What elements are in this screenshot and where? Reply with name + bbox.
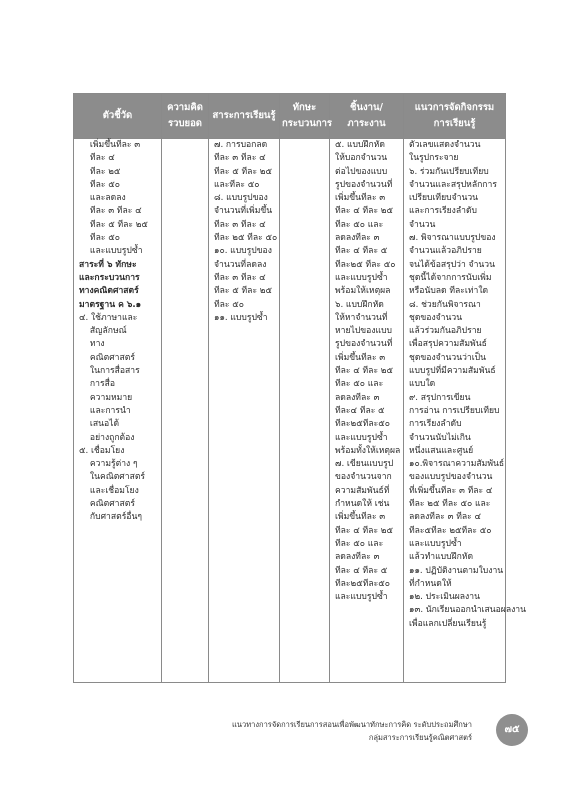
activity-line: จำนวนและสรุปหลักการ [409,179,497,190]
indicator-line: ทางคณิตศาสตร์ [79,286,139,297]
task-line: ความสัมพันธ์ที่ [335,485,390,496]
page-footer [232,718,472,744]
content-line: ทีละ ๕ ทีละ ๒๕ [214,286,272,297]
indicator-line: ทีละ ๓ ทีละ ๔ [79,206,142,217]
activity-line: ๗. พิจารณาแบบรูปของ [409,233,496,244]
activity-line: และแบบรูปซ้ำ [409,538,462,549]
activity-line: หนึ่งแสนและศูนย์ [409,445,474,456]
indicator-line: ทาง [79,339,105,350]
cell-activity [404,139,526,683]
task-line: หายไปของแบบ [335,326,392,337]
task-line: ทีละ ๔ ทีละ ๒๕ [335,525,393,536]
activity-line: ตัวเลขแสดงจำนวน [409,140,481,150]
task-line: ทีละ๒๕ ทีละ ๕๐ [335,259,396,270]
activity-line: การเรียงลำดับ [409,419,462,430]
task-line: ทีละ ๕๐ และ [335,379,384,390]
indicator-line: สัญลักษณ์ [79,326,127,337]
task-line: เพิ่มขึ้นทีละ ๓ [335,193,386,204]
content-line: ทีละ ๓ ทีละ ๔ [214,272,266,283]
activity-line: ๙. สรุปการเขียน [409,392,471,403]
indicator-line: ความหมาย [79,392,133,403]
activity-line: ที่กำหนดให้ [409,578,452,589]
indicator-line: ทีละ ๔ [79,153,115,164]
table-header-row [74,94,506,139]
content-line: ๘. แบบรูปของ [214,193,268,204]
curriculum-table [73,93,526,683]
task-line: ๕. แบบฝึกหัด [335,140,385,150]
footer-subject: กลุ่มสาระการเรียนรู้คณิตศาสตร์ [368,733,472,742]
indicator-line: และแบบรูปซ้ำ [79,246,143,257]
task-line: ลดลงทีละ ๓ [335,392,380,403]
content-line: ๗. การบอกลด [214,140,268,150]
task-line: ทีละ ๕๐ และ [335,219,384,230]
task-line: ทีละ๒๕ทีละ๕๐ [335,578,391,589]
activity-line: ทีละ ๒๕ ทีละ ๕๐ และ [409,499,491,510]
header-task: ชิ้นงาน/ ภาระงาน [330,94,404,139]
cell-content [209,139,280,683]
indicator-line: ทีละ ๕ ทีละ ๒๕ [79,219,148,230]
task-line: เพิ่มขึ้นทีละ ๓ [335,512,386,523]
indicator-line: ในการสื่อสาร [79,366,140,377]
task-line: รูปของจำนวนที่ [335,339,393,350]
task-line: ให้หาจำนวนที่ [335,312,388,323]
activity-line: ๖. ร่วมกันเปรียบเทียบ [409,166,489,177]
task-line: รูปของจำนวนที่ [335,179,393,190]
activity-line: เพื่อสรุปความสัมพันธ์ [409,339,487,350]
page-number-badge: ๗๕ [496,714,528,746]
content-line: ทีละ ๓ ทีละ ๔ [214,219,266,230]
task-line: ของจำนวนจาก [335,472,392,483]
indicator-line: และลดลง [79,193,126,204]
activity-line: ทีละ๕ทีละ ๒๕ทีละ ๕๐ [409,525,492,536]
indicator-line: การสื่อ [79,379,115,390]
cell-concept [162,139,209,683]
task-line: ทีละ ๔ ทีละ ๒๕ [335,206,393,217]
activity-line: ๑๒. ประเมินผลงาน [409,592,480,603]
activity-line: ๘. ช่วยกันพิจารณา [409,299,481,310]
task-line: ๗. เขียนแบบรูป [335,459,394,470]
activity-line: ที่เพิ่มขึ้นทีละ ๓ ทีละ ๔ [409,485,493,496]
content-line: ทีละ ๒๕ ทีละ ๕๐ [214,233,278,244]
header-activity: แนวการจัดกิจกรรม การเรียนรู้ [404,94,506,139]
activity-line: ของแบบรูปของจำนวน [409,472,493,483]
indicator-line: และการนำ [79,405,131,416]
activity-line: ลดลงทีละ ๓ ทีละ ๔ [409,512,481,523]
task-line: ๖. แบบฝึกหัด [335,299,384,310]
content-line: จำนวนที่ลดลง [214,259,267,270]
activity-line: ๑๓. นักเรียนออกนำเสนอผลงาน [409,605,526,616]
task-line: ให้บอกจำนวน [335,153,388,164]
indicator-line: ทีละ ๕๐ [79,179,120,190]
activity-line: แล้วทำแบบฝึกหัด [409,552,474,563]
activity-line: จนได้ข้อสรุปว่า จำนวน [409,259,495,270]
indicator-line: ทีละ ๕๐ [79,233,120,244]
task-line: และแบบรูปซ้ำ [335,592,388,603]
indicator-line: ความรู้ต่าง ๆ [79,459,138,470]
indicator-line: เสนอได้ [79,419,120,430]
activity-line: ในรูปกระจาย [409,153,459,164]
header-content: สาระการเรียนรู้ [209,94,280,139]
task-line: ลดลงทีละ ๓ [335,233,380,244]
activity-line: จำนวนแล้วอภิปราย [409,246,482,257]
activity-line: แบบรูปที่มีความสัมพันธ์ [409,366,496,377]
indicator-line: และเชื่อมโยง [79,485,139,496]
task-line: กำหนดให้ เช่น [335,499,390,510]
task-line: ทีละ๔ ทีละ ๕ [335,405,385,416]
task-line: และแบบรูปซ้ำ [335,432,388,443]
footer-book-title: แนวทางการจัดการเรียนการสอนเพื่อพัฒนาทักษะการคิด ระดับประถมศึกษา [232,720,472,729]
activity-line: ๑๑. ปฏิบัติงานตามใบงาน [409,565,504,576]
activity-line: จำนวน [409,219,436,230]
indicator-line: เพิ่มขึ้นทีละ ๓ [79,140,141,150]
indicator-line: และกระบวนการ [79,272,140,283]
indicator-line: ทีละ ๒๕ [79,166,121,177]
header-concept: ความคิด รวบยอด [162,94,209,139]
indicator-line: ในคณิตศาสตร์ [79,472,146,483]
activity-line: เพื่อแลกเปลี่ยนเรียนรู้ [409,618,487,629]
task-line: ทีละ๒๕ทีละ๕๐ [335,419,391,430]
activity-line: และการเรียงลำดับ [409,206,477,217]
task-line: ทีละ ๕๐ และ [335,538,384,549]
indicator-line: ๕. เชื่อมโยง [79,445,125,456]
indicator-line: คณิตศาสตร์ [79,352,135,363]
content-line: ๑๐. แบบรูปของ [214,246,272,257]
indicator-line: กับศาสตร์อื่นๆ [79,512,142,523]
indicator-line: สาระที่ ๖ ทักษะ [79,259,137,270]
content-line: ทีละ ๕ ทีละ ๒๕ [214,166,272,177]
activity-line: ชุดของจำนวนว่าเป็น [409,352,486,363]
activity-line: การอ่าน การเปรียบเทียบ [409,405,500,416]
content-line: ทีละ ๓ ทีละ ๔ [214,153,266,164]
cell-task [330,139,404,683]
task-line: ทีละ ๔ ทีละ ๒๕ [335,366,393,377]
indicator-line: อย่างถูกต้อง [79,432,135,443]
cell-process-skill [280,139,330,683]
task-line: พร้อมให้เหตุผล [335,286,391,297]
cell-indicator [74,139,162,683]
activity-line: แล้วร่วมกันอภิปราย [409,326,482,337]
content-line: ทีละ ๕๐ [214,299,245,310]
task-line: ทีละ ๔ ทีละ ๕ [335,565,388,576]
indicator-line: คณิตศาสตร์ [79,499,135,510]
task-line: ลดลงทีละ ๓ [335,552,380,563]
header-indicator: ตัวชี้วัด [74,94,162,139]
indicator-line: มาตรฐาน ค ๖.๑ [79,299,142,310]
activity-line: ชุดของจำนวน [409,312,463,323]
task-line: ต่อไปของแบบ [335,166,388,177]
task-line: และแบบรูปซ้ำ [335,272,388,283]
task-line: ทีละ ๔ ทีละ ๕ [335,246,388,257]
header-process-skill: ทักษะกระบวนการ [280,94,330,139]
activity-line: ๑๐.พิจารณาความสัมพันธ์ [409,459,505,470]
task-line: พร้อมทั้งให้เหตุผล [335,445,401,456]
activity-line: แบบใด [409,379,436,390]
content-line: จำนวนที่เพิ่มขึ้น [214,206,273,217]
activity-line: หรือนับลด ทีละเท่าใด [409,286,489,297]
task-line: เพิ่มขึ้นทีละ ๓ [335,352,386,363]
activity-line: จำนวนนับไม่เกิน [409,432,471,443]
activity-line: ชุดนี้ได้จากการนับเพิ่ม [409,272,492,283]
content-line: และทีละ ๕๐ [214,179,260,190]
table-row [74,139,506,683]
activity-line: เปรียบเทียบจำนวน [409,193,479,204]
indicator-line: ๔. ใช้ภาษาและ [79,312,138,323]
content-line: ๑๑. แบบรูปซ้ำ [214,312,268,323]
